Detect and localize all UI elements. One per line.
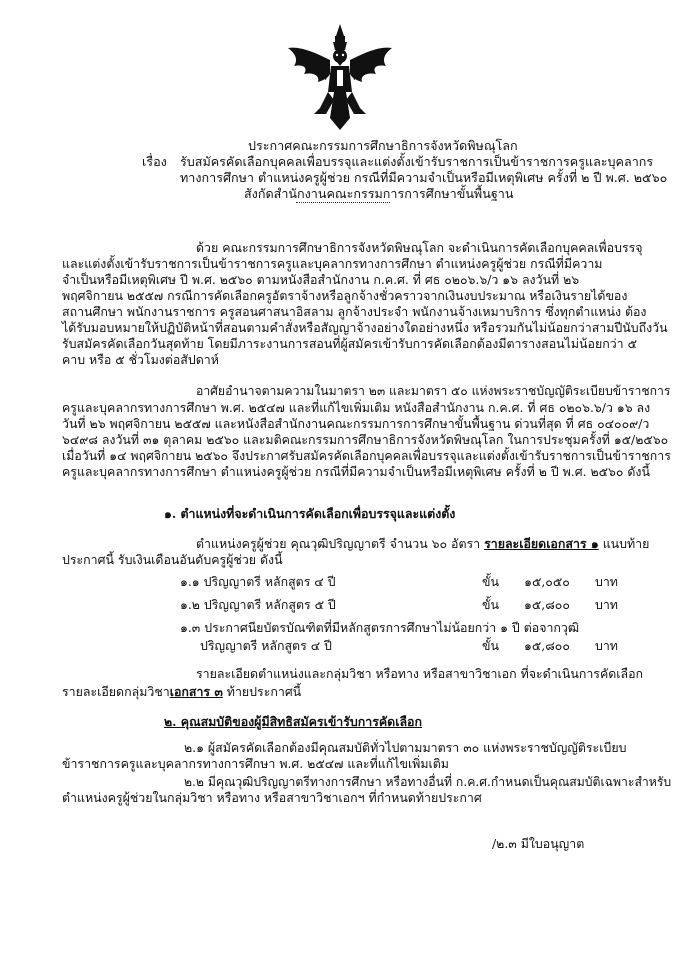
paragraph-line: ได้รับมอบหมายให้ปฏิบัติหน้าที่สอนตามคำสั่งหรือสัญญาจ้างอย่างใดอย่างหนึ่ง หรือรวมกันไม่น้อยกว่าสามปีนับถึงวัน xyxy=(62,320,668,335)
rate-amount: ๑๕,๘๐๐ xyxy=(524,638,570,653)
position-suffix: แนบท้าย xyxy=(602,536,650,551)
paragraph-line: ครูและบุคลากรทางการศึกษา ตำแหน่งครูผู้ช่วย กรณีที่มีความจำเป็นหรือมีเหตุพิเศษ ครั้งที่ ๒ ปี พ.ศ. ๒๕๖๐ ดังนี้ xyxy=(62,464,650,479)
qualification-line: ข้าราชการครูและบุคลากรทางการศึกษา พ.ศ. ๒๕๔๗ และที่แก้ไขเพิ่มเติม xyxy=(62,756,449,771)
rate-amount: ๑๕,๐๕๐ xyxy=(524,574,570,589)
subject-line: รับสมัครคัดเลือกบุคคลเพื่อบรรจุและแต่งตั้งเข้ารับราชการเป็นข้าราชการครูและบุคลากร xyxy=(180,154,654,169)
paragraph-line: ๖๔๙๘ ลงวันที่ ๓๑ ตุลาคม ๒๕๖๐ และมติคณะกรรมการศึกษาธิการจังหวัดพิษณุโลก ในการประชุมครั้งที่ ๑๕/๒๕๖๐ xyxy=(62,432,669,447)
paragraph-line: อาศัยอำนาจตามความในมาตรา ๒๓ และมาตรา ๕๐ แห่งพระราชบัญญัติระเบียบข้าราชการ xyxy=(196,383,671,398)
paragraph-line: พฤศจิกายน ๒๕๕๗ กรณีการคัดเลือกครูอัตราจ้างหรือลูกจ้างชั่วคราวจากเงินงบประมาณ หรือเงินรายได้ของ xyxy=(62,288,628,303)
detail-line: รายละเอียดตำแหน่งและกลุ่มวิชา หรือทาง หรือสาขาวิชาเอก ที่จะดำเนินการคัดเลือก xyxy=(196,666,644,681)
subject-label: เรื่อง xyxy=(142,154,167,169)
paragraph-line: ด้วย คณะกรรมการศึกษาธิการจังหวัดพิษณุโลก จะดำเนินการคัดเลือกบุคคลเพื่อบรรจุ xyxy=(196,240,643,255)
salary-intro: ประกาศนี้ รับเงินเดือนอันดับครูผู้ช่วย ดังนี้ xyxy=(62,552,283,567)
qualification-line: ๒.๑ ผู้สมัครคัดเลือกต้องมีคุณสมบัติทั่วไปตามมาตรา ๓๐ แห่งพระราชบัญญัติระเบียบ xyxy=(184,740,627,755)
rate-unit: บาท xyxy=(594,597,618,612)
rate-label: ๑.๒ ปริญญาตรี หลักสูตร ๕ ปี xyxy=(180,597,336,612)
rate-step: ขั้น xyxy=(482,597,499,612)
section-heading: ๑. ตำแหน่งที่จะดำเนินการคัดเลือกเพื่อบรรจุและแต่งตั้ง xyxy=(164,506,456,521)
attachment-1-ref: รายละเอียดเอกสาร ๑ xyxy=(484,536,599,551)
qualification-line: ตำแหน่งครูผู้ช่วยในกลุ่มวิชา หรือทาง หรือสาขาวิชาเอกฯ ที่กำหนดท้ายประกาศ xyxy=(62,790,482,805)
paragraph-line: ครูและบุคลากรทางการศึกษา พ.ศ. ๒๕๔๗ และที่แก้ไขเพิ่มเติม หนังสือสำนักงาน ก.ค.ศ. ที่ ศธ ๐๒๐๖.๖/ว ๑๖ ลง xyxy=(62,400,651,415)
rate-step: ขั้น xyxy=(482,638,499,653)
detail-line xyxy=(62,684,301,700)
paragraph-line: และแต่งตั้งเข้ารับราชการเป็นข้าราชการครูและบุคลากรทางการศึกษา ตำแหน่งครูผู้ช่วย กรณีที่มีความ xyxy=(62,256,603,271)
paragraph-line: คาบ หรือ ๕ ชั่วโมงต่อสัปดาห์ xyxy=(62,352,219,367)
position-text: ตำแหน่งครูผู้ช่วย คุณวุฒิปริญญาตรี จำนวน ๖๐ อัตรา xyxy=(196,536,481,551)
subject-line: ทางการศึกษา ตำแหน่งครูผู้ช่วย กรณีที่มีความจำเป็นหรือมีเหตุพิเศษ ครั้งที่ ๒ ปี พ.ศ. ๒๕๖๐ xyxy=(180,170,668,185)
paragraph-line: วันที่ ๒๖ พฤศจิกายน ๒๕๕๗ และหนังสือสำนักงานคณะกรรมการการศึกษาขั้นพื้นฐาน ด่วนที่สุด ที่ ศธ ๐๔๐๐๙/ว xyxy=(62,416,650,431)
qualification-line: ๒.๒ มีคุณวุฒิปริญญาตรีทางการศึกษา หรือทางอื่นที่ ก.ค.ศ.กำหนดเป็นคุณสมบัติเฉพาะสำหรับ xyxy=(184,774,672,789)
attachment-3-ref: เอกสาร ๓ xyxy=(169,684,223,699)
rate-unit: บาท xyxy=(594,574,618,589)
subject-line: สังกัดสำนักงานคณะกรรมการการศึกษาขั้นพื้นฐาน xyxy=(244,186,514,201)
rate-value xyxy=(482,597,618,613)
rate-value xyxy=(482,574,618,590)
rate-amount: ๑๕,๘๐๐ xyxy=(524,597,570,612)
rate-label: ปริญญาตรี หลักสูตร ๔ ปี xyxy=(200,638,332,653)
paragraph-line: เมื่อวันที่ ๑๔ พฤศจิกายน ๒๕๖๐ จึงประกาศรับสมัครคัดเลือกบุคคลเพื่อบรรจุและแต่งตั้งเข้ารับราชการเป็นข้าราชการ xyxy=(62,448,671,463)
rate-step: ขั้น xyxy=(482,574,499,589)
paragraph-line: จำเป็นหรือมีเหตุพิเศษ ปี พ.ศ. ๒๕๖๐ ตามหนังสือสำนักงาน ก.ค.ศ. ที่ ศธ ๐๒๐๖.๖/ว ๑๖ ลงวันที่ ๒๖ xyxy=(62,272,580,287)
garuda-emblem-icon xyxy=(284,22,396,134)
position-line xyxy=(196,536,649,552)
section-heading: ๒. คุณสมบัติของผู้มีสิทธิสมัครเข้ารับการคัดเลือก xyxy=(164,714,422,729)
announcement-title: ประกาศคณะกรรมการศึกษาธิการจังหวัดพิษณุโลก xyxy=(248,138,518,153)
rate-label: ๑.๓ ประกาศนียบัตรบัณฑิตที่มีหลักสูตรการศึกษาไม่น้อยกว่า ๑ ปี ต่อจากวุฒิ xyxy=(180,620,580,635)
rate-label: ๑.๑ ปริญญาตรี หลักสูตร ๔ ปี xyxy=(180,574,336,589)
rate-unit: บาท xyxy=(594,638,618,653)
detail-text: รายละเอียดกลุ่มวิชา xyxy=(62,684,170,699)
page-continuation: /๒.๓ มีใบอนุญาต xyxy=(492,836,585,851)
detail-suffix: ท้ายประกาศนี้ xyxy=(226,684,302,699)
header-divider xyxy=(296,202,390,203)
rate-value xyxy=(482,638,618,654)
paragraph-line: รับสมัครคัดเลือกวันสุดท้าย โดยมีภาระงานการสอนที่ผู้สมัครเข้ารับการคัดเลือกต้องมีตารางสอนไม่น้อยกว่า ๕ xyxy=(62,336,637,351)
paragraph-line: สถานศึกษา พนักงานราชการ ครูสอนศาสนาอิสลาม ลูกจ้างประจำ พนักงานจ้างเหมาบริการ ซึ่งทุกตำแหน่ง ต้อง xyxy=(62,304,647,319)
